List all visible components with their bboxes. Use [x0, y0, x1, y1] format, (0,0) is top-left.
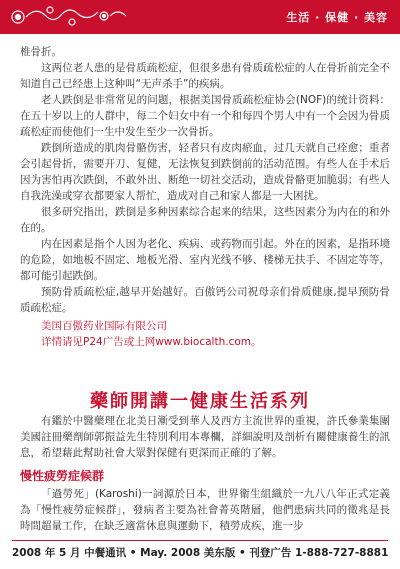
series-intro	[20, 413, 390, 461]
section-tag: 生活 · 保健 · 美容	[286, 11, 388, 24]
page-footer: 2008 年 5 月 中餐通讯 • May. 2008 美东版 • 刊登广告 1-888-727-8881	[12, 547, 389, 559]
footer-divider	[12, 540, 388, 541]
header-band	[0, 0, 400, 34]
article-paragraph: 预防骨质疏松症,越早开始越好。百傲钙公司祝母亲们骨质健康,提早预防骨质疏松症。	[20, 286, 390, 314]
series-body-text: 「過勞死」(Karoshi)一詞源於日本，世界衛生組織於一九八八年正式定義為「慢性疲勞症候群」，發病者主要為社會菁英階層，他們患病共同的徵兆是長時間超量工作，在缺乏適當休息與運動下，積勞成疾，進一步	[20, 488, 390, 532]
article-paragraph: 很多研究指出，跌倒是多种因素综合起来的结果，这些因素分为内在的和外在的。	[20, 206, 390, 234]
series-body	[20, 486, 390, 534]
floral-ornament-icon	[6, 2, 136, 32]
series-title: 藥師開講一健康生活系列	[90, 391, 310, 412]
article-body	[20, 44, 390, 350]
article-paragraph: 老人跌倒是非常常见的问题，根据美国骨质疏松症协会(NOF)的统计资料：在五十岁以上的人群中，每二个妇女中有一个和每四个男人中有一个会因为骨质疏松症而使他们一生中发生至少一次骨折。	[20, 94, 390, 138]
sub-heading: 慢性疲勞症候群	[20, 469, 105, 483]
sponsor-name: 美国百傲药业国际有限公司	[41, 320, 167, 332]
article-paragraph: 跌倒所造成的肌肉骨骼伤害，轻者只有皮肉瘀血，过几天就自己痊愈；重者会引起骨折，需要开刀、复健，无法恢复到跌倒前的活动范围。有些人在手术后因为害怕再次跌倒，不敢外出、断绝一切社交活动，造成骨骼更加脆弱；有些人自我洗澡或穿衣都要家人帮忙，造成对自己和家人都是一大困扰。	[20, 142, 390, 202]
series-intro-text: 有鑑於中醫藥理在北美日漸受到華人及西方主流世界的重視，許氏參業集團美國註冊藥劑師郭振益先生特別利用本專欄，詳細說明及剖析有關健康養生的訊息，希望藉此幫助社會大眾對保健有更深而正確的了解。	[20, 415, 390, 459]
article-paragraph: 椎骨折。	[20, 46, 62, 58]
article-paragraph: 内在因素是指个人因为老化、疾病、或药物而引起。外在的因素，是指环境的危险，如地板不固定、地板光滑、室内光线不够、楼梯无扶手、不固定等等，都可能引起跌倒。	[20, 238, 390, 282]
sponsor-block	[41, 318, 390, 350]
article-paragraph: 这两位老人患的是骨质疏松症，但很多患有骨质疏松症的人在骨折前完全不知道自己已经患上这种叫“无声杀手”的疾病。	[20, 62, 390, 90]
sponsor-detail-link[interactable]: 详情请见P24广告或上网www.biocalth.com。	[41, 336, 262, 348]
